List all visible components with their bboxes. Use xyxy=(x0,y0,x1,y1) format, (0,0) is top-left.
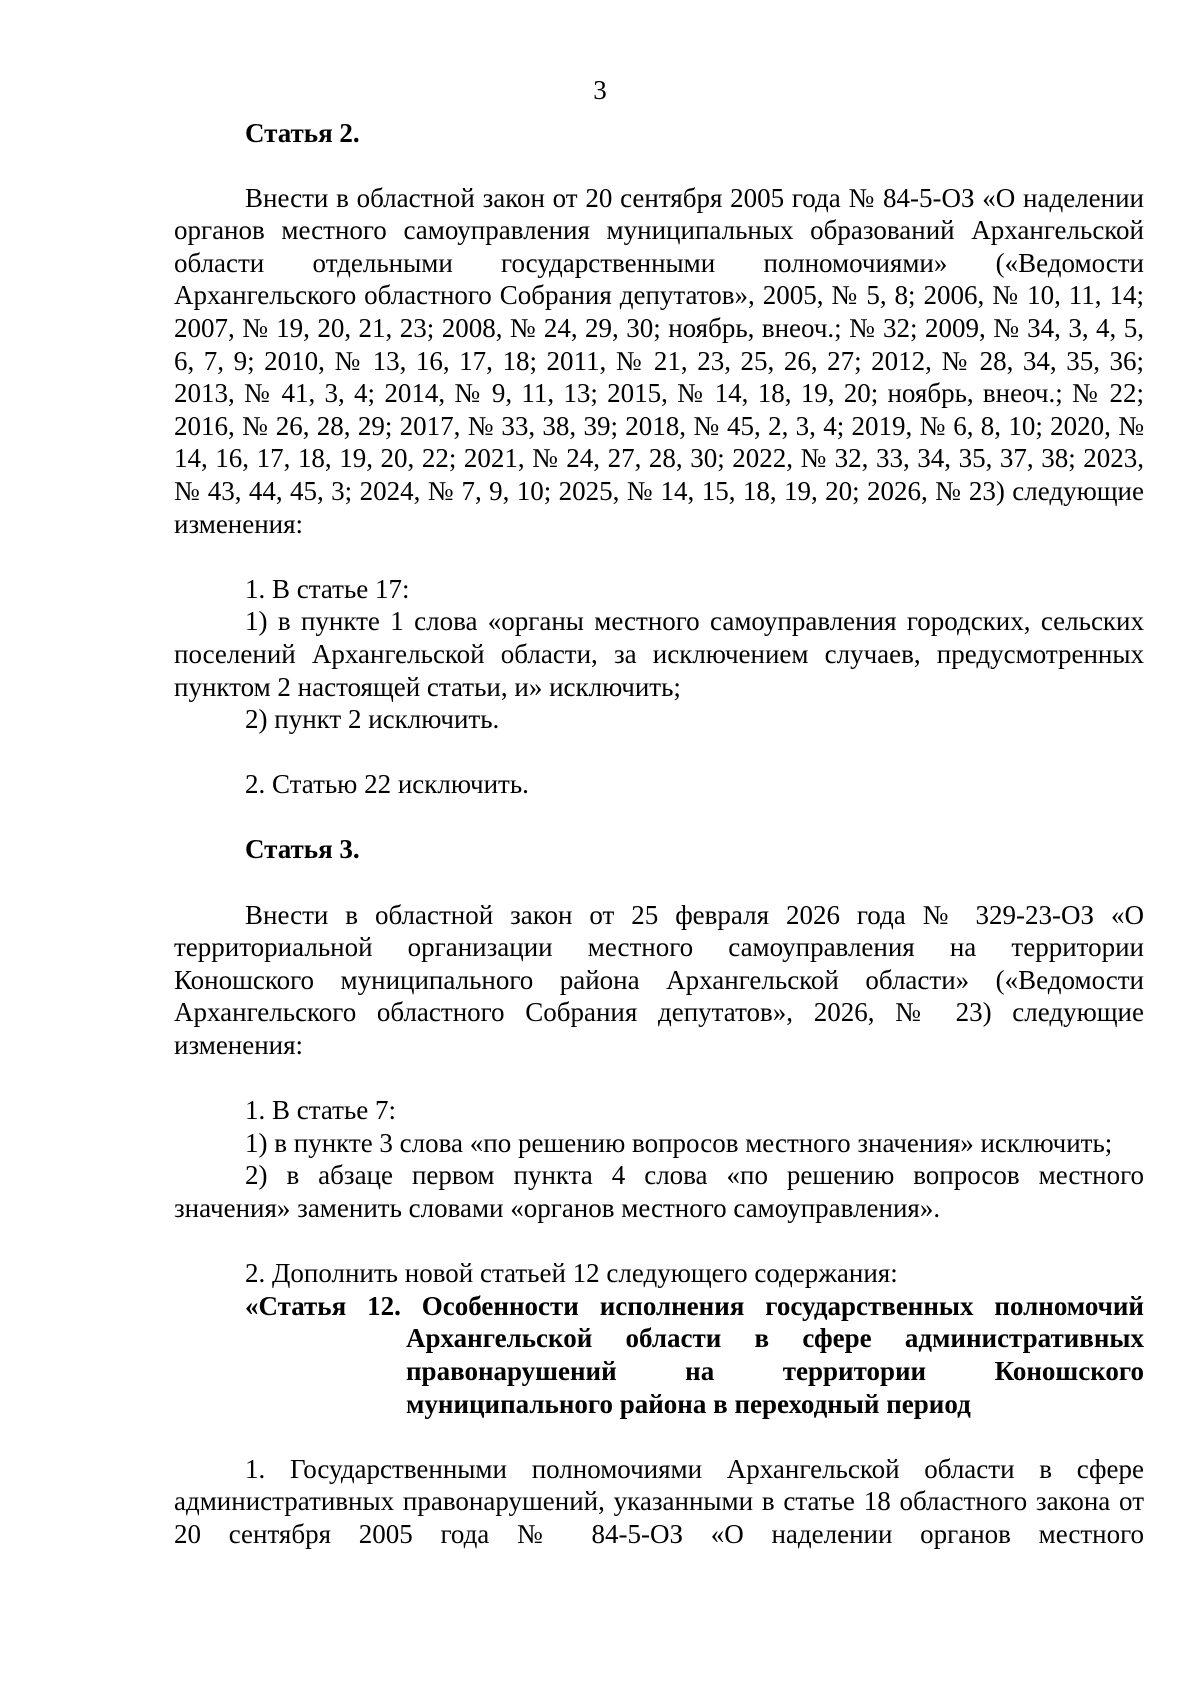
new-article-12-paragraph-1: 1. Государственными полномочиями Архангельской области в сфере административных правонарушений, указанными в статье 18 областного закона от 20 сентября 2005 года № 84-5-ОЗ «О наделении органов местного xyxy=(174,1453,1144,1549)
article-2-heading: Статья 2. xyxy=(245,118,360,148)
new-article-12-title-lead: «Статья 12. Особенности исполнения государственных полномочий xyxy=(245,1290,1144,1321)
article-3-heading: Статья 3. xyxy=(245,834,360,865)
article-2-intro: Внести в областной закон от 20 сентября 2005 года № 84-5-ОЗ «О наделении органов местного самоуправления муниципальных образований Архангельской области отдельными государственными полномочиями» («Ведомости Архангельского областного Собрания депутатов», 2005, № 5, 8; 2006, № 10, 11, 14; 2007, № 19, 20, 21, 23; 2008, № 24, 29, 30; ноябрь, внеоч.; № 32; 2009, № 34, 3, 4, 5, 6, 7, 9; 2010, № 13, 16, 17, 18; 2011, № 21, 23, 25, 26, 27; 2012, № 28, 34, 35, 36; 2013, № 41, 3, 4; 2014, № 9, 11, 13; 2015, № 14, 18, 19, 20; ноябрь, внеоч.; № 22; 2016, № 26, 28, 29; 2017, № 33, 38, 39; 2018, № 45, 2, 3, 4; 2019, № 6, 8, 10; 2020, № 14, 16, 17, 18, 19, 20, 22; 2021, № 24, 27, 28, 30; 2022, № 32, 33, 34, 35, 37, 38; 2023, № 43, 44, 45, 3; 2024, № 7, 9, 10; 2025, № 14, 15, 18, 19, 20; 2026, № 23) следующие изменения: xyxy=(174,182,1144,539)
article-2-item-1-sub-2: 2) пункт 2 исключить. xyxy=(245,704,500,735)
article-3-item-1-sub-1: 1) в пункте 3 слова «по решению вопросов местного значения» исключить; xyxy=(245,1127,1113,1158)
article-3-intro: Внести в областной закон от 25 февраля 2026 года № 329-23-ОЗ «О территориальной организации местного самоуправления на территории Коношского муниципального района Архангельской области» («Ведомости Архангельского областного Собрания депутатов», 2026, № 23) следующие изменения: xyxy=(174,899,1144,1061)
new-article-12-title-rest: Архангельской области в сфере административных правонарушений на территории Коношского муниципального района в переходный период xyxy=(406,1323,1144,1419)
article-3-item-1-title: 1. В статье 7: xyxy=(245,1095,397,1126)
article-3-item-2-title: 2. Дополнить новой статьей 12 следующего содержания: xyxy=(245,1258,898,1289)
article-3-item-1-sub-2: 2) в абзаце первом пункта 4 слова «по решению вопросов местного значения» заменить словами «органов местного самоуправления». xyxy=(174,1160,1144,1223)
article-2-item-1-sub-1: 1) в пункте 1 слова «органы местного самоуправления городских, сельских поселений Архангельской области, за исключением случаев, предусмотренных пунктом 2 настоящей статьи, и» исключить; xyxy=(174,606,1144,702)
document-body xyxy=(174,117,1144,1551)
article-2-item-1-title: 1. В статье 17: xyxy=(245,573,410,604)
article-2-item-2: 2. Статью 22 исключить. xyxy=(245,769,529,800)
new-article-12-title xyxy=(174,1290,1144,1420)
page-number: 3 xyxy=(593,75,607,105)
